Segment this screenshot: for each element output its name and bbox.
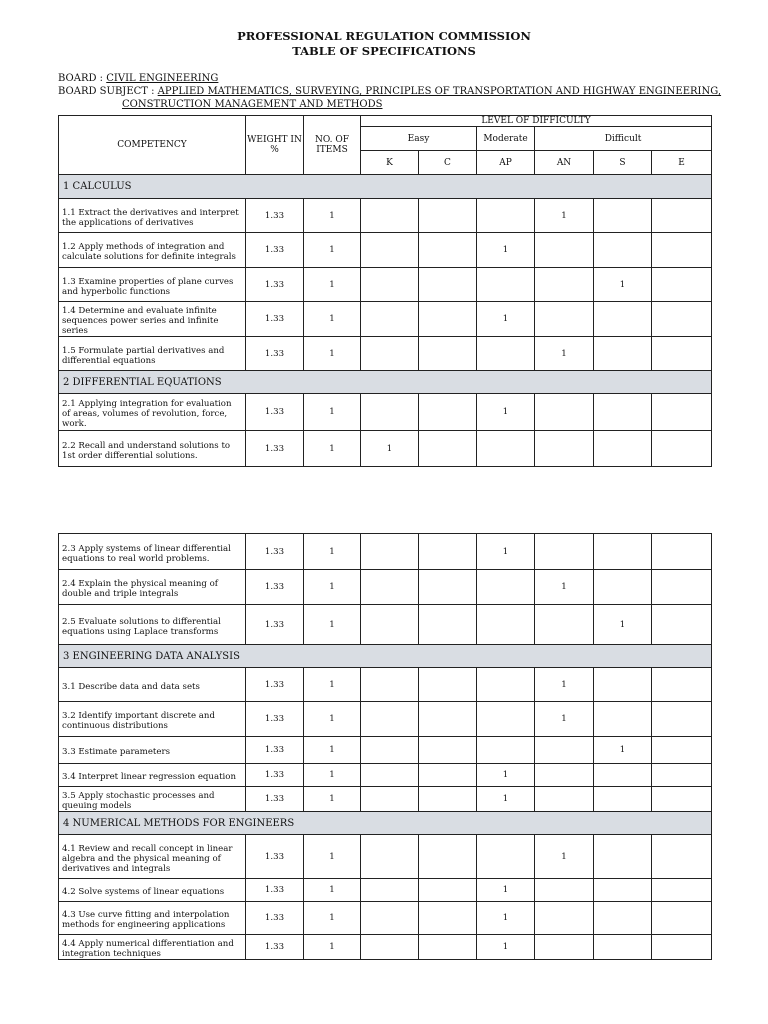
items-cell: 1: [304, 935, 361, 960]
items-cell: 1: [304, 902, 361, 935]
level-c-cell: [419, 233, 477, 268]
competency-cell: 3.5 Apply stochastic processes and queuing models: [59, 787, 246, 812]
level-ap-cell: [477, 668, 535, 702]
header-level-of-difficulty: LEVEL OF DIFFICULTY: [361, 116, 712, 127]
level-an-cell: [535, 737, 594, 764]
competency-row: [59, 764, 712, 787]
level-e-cell: [652, 233, 712, 268]
level-ap-cell: 1: [477, 879, 535, 902]
items-cell: 1: [304, 764, 361, 787]
weight-cell: 1.33: [246, 534, 304, 570]
level-an-cell: 1: [535, 199, 594, 233]
competency-row: [59, 702, 712, 737]
header-level-e: E: [652, 151, 712, 175]
level-e-cell: [652, 902, 712, 935]
level-k-cell: [361, 534, 419, 570]
level-ap-cell: [477, 199, 535, 233]
level-k-cell: [361, 570, 419, 605]
specifications-table-1: [58, 115, 712, 467]
competency-row: [59, 302, 712, 337]
level-an-cell: [535, 902, 594, 935]
level-k-cell: [361, 935, 419, 960]
level-c-cell: [419, 605, 477, 645]
level-s-cell: [594, 879, 652, 902]
items-cell: 1: [304, 879, 361, 902]
level-an-cell: [535, 431, 594, 467]
section-title: 3 ENGINEERING DATA ANALYSIS: [59, 645, 712, 668]
subject-value-line2: CONSTRUCTION MANAGEMENT AND METHODS: [122, 99, 383, 110]
competency-row: [59, 199, 712, 233]
items-cell: 1: [304, 394, 361, 431]
weight-cell: 1.33: [246, 233, 304, 268]
weight-cell: 1.33: [246, 668, 304, 702]
level-k-cell: [361, 668, 419, 702]
weight-cell: 1.33: [246, 605, 304, 645]
specifications-table-2: [58, 533, 712, 960]
weight-cell: 1.33: [246, 394, 304, 431]
level-s-cell: [594, 702, 652, 737]
level-c-cell: [419, 199, 477, 233]
level-s-cell: [594, 835, 652, 879]
competency-cell: 1.3 Examine properties of plane curves and hyperbolic functions: [59, 268, 246, 302]
competency-cell: 2.5 Evaluate solutions to differential equations using Laplace transforms: [59, 605, 246, 645]
level-s-cell: [594, 534, 652, 570]
level-s-cell: [594, 199, 652, 233]
level-an-cell: [535, 302, 594, 337]
level-ap-cell: 1: [477, 902, 535, 935]
level-c-cell: [419, 534, 477, 570]
header-level-s: S: [594, 151, 652, 175]
header-easy: Easy: [361, 127, 477, 151]
section-row: [59, 812, 712, 835]
items-cell: 1: [304, 835, 361, 879]
level-an-cell: [535, 233, 594, 268]
competency-row: [59, 233, 712, 268]
competency-row: [59, 902, 712, 935]
level-s-cell: [594, 394, 652, 431]
level-s-cell: [594, 668, 652, 702]
level-k-cell: [361, 764, 419, 787]
weight-cell: 1.33: [246, 302, 304, 337]
level-an-cell: [535, 787, 594, 812]
level-an-cell: 1: [535, 668, 594, 702]
competency-row: [59, 737, 712, 764]
level-ap-cell: 1: [477, 764, 535, 787]
level-ap-cell: 1: [477, 233, 535, 268]
board-line: [58, 73, 218, 85]
level-an-cell: [535, 268, 594, 302]
level-c-cell: [419, 702, 477, 737]
level-k-cell: [361, 233, 419, 268]
competency-row: [59, 879, 712, 902]
level-e-cell: [652, 935, 712, 960]
level-ap-cell: 1: [477, 394, 535, 431]
items-cell: 1: [304, 570, 361, 605]
level-c-cell: [419, 302, 477, 337]
level-s-cell: [594, 935, 652, 960]
header-items: NO. OF ITEMS: [304, 116, 361, 175]
competency-cell: 3.1 Describe data and data sets: [59, 668, 246, 702]
level-an-cell: [535, 879, 594, 902]
weight-cell: 1.33: [246, 268, 304, 302]
level-c-cell: [419, 337, 477, 371]
weight-cell: 1.33: [246, 337, 304, 371]
level-s-cell: [594, 902, 652, 935]
header-weight: WEIGHT IN %: [246, 116, 304, 175]
level-e-cell: [652, 835, 712, 879]
level-ap-cell: [477, 702, 535, 737]
level-c-cell: [419, 935, 477, 960]
competency-row: [59, 835, 712, 879]
level-s-cell: [594, 570, 652, 605]
level-c-cell: [419, 431, 477, 467]
level-ap-cell: [477, 737, 535, 764]
competency-cell: 2.3 Apply systems of linear differential equations to real world problems.: [59, 534, 246, 570]
competency-cell: 1.4 Determine and evaluate infinite sequences power series and infinite series: [59, 302, 246, 337]
weight-cell: 1.33: [246, 902, 304, 935]
level-c-cell: [419, 879, 477, 902]
level-s-cell: [594, 302, 652, 337]
level-s-cell: [594, 787, 652, 812]
level-k-cell: [361, 394, 419, 431]
level-e-cell: [652, 737, 712, 764]
competency-cell: 4.2 Solve systems of linear equations: [59, 879, 246, 902]
competency-cell: 3.3 Estimate parameters: [59, 737, 246, 764]
items-cell: 1: [304, 199, 361, 233]
weight-cell: 1.33: [246, 935, 304, 960]
level-ap-cell: [477, 570, 535, 605]
items-cell: 1: [304, 737, 361, 764]
document-subtitle: TABLE OF SPECIFICATIONS: [292, 44, 476, 58]
level-e-cell: [652, 268, 712, 302]
section-row: [59, 175, 712, 199]
level-ap-cell: [477, 431, 535, 467]
competency-cell: 2.2 Recall and understand solutions to 1st order differential solutions.: [59, 431, 246, 467]
level-c-cell: [419, 668, 477, 702]
board-label: BOARD :: [58, 73, 104, 84]
section-row: [59, 645, 712, 668]
level-s-cell: [594, 764, 652, 787]
weight-cell: 1.33: [246, 787, 304, 812]
competency-cell: 4.1 Review and recall concept in linear algebra and the physical meaning of derivatives and integrals: [59, 835, 246, 879]
level-k-cell: 1: [361, 431, 419, 467]
level-k-cell: [361, 302, 419, 337]
level-c-cell: [419, 764, 477, 787]
level-e-cell: [652, 570, 712, 605]
competency-cell: 4.3 Use curve fitting and interpolation methods for engineering applications: [59, 902, 246, 935]
level-ap-cell: [477, 337, 535, 371]
weight-cell: 1.33: [246, 835, 304, 879]
items-cell: 1: [304, 787, 361, 812]
level-ap-cell: 1: [477, 302, 535, 337]
level-s-cell: 1: [594, 605, 652, 645]
level-ap-cell: [477, 605, 535, 645]
competency-cell: 1.5 Formulate partial derivatives and differential equations: [59, 337, 246, 371]
subject-label: BOARD SUBJECT :: [58, 86, 155, 97]
competency-cell: 3.2 Identify important discrete and continuous distributions: [59, 702, 246, 737]
level-k-cell: [361, 902, 419, 935]
weight-cell: 1.33: [246, 702, 304, 737]
level-k-cell: [361, 879, 419, 902]
competency-row: [59, 337, 712, 371]
level-ap-cell: 1: [477, 787, 535, 812]
level-k-cell: [361, 787, 419, 812]
level-k-cell: [361, 835, 419, 879]
level-e-cell: [652, 431, 712, 467]
level-c-cell: [419, 787, 477, 812]
level-c-cell: [419, 570, 477, 605]
level-ap-cell: 1: [477, 935, 535, 960]
competency-cell: 1.2 Apply methods of integration and calculate solutions for definite integrals: [59, 233, 246, 268]
level-e-cell: [652, 337, 712, 371]
level-k-cell: [361, 605, 419, 645]
section-row: [59, 371, 712, 394]
level-e-cell: [652, 394, 712, 431]
level-ap-cell: [477, 268, 535, 302]
items-cell: 1: [304, 233, 361, 268]
weight-cell: 1.33: [246, 879, 304, 902]
level-an-cell: 1: [535, 702, 594, 737]
competency-cell: 1.1 Extract the derivatives and interpret the applications of derivatives: [59, 199, 246, 233]
level-s-cell: 1: [594, 268, 652, 302]
weight-cell: 1.33: [246, 764, 304, 787]
competency-cell: 2.4 Explain the physical meaning of double and triple integrals: [59, 570, 246, 605]
level-s-cell: [594, 233, 652, 268]
level-e-cell: [652, 668, 712, 702]
level-c-cell: [419, 737, 477, 764]
level-ap-cell: 1: [477, 534, 535, 570]
level-an-cell: [535, 605, 594, 645]
competency-cell: 4.4 Apply numerical differentiation and integration techniques: [59, 935, 246, 960]
items-cell: 1: [304, 534, 361, 570]
header-level-ap: AP: [477, 151, 535, 175]
level-e-cell: [652, 764, 712, 787]
level-e-cell: [652, 879, 712, 902]
level-k-cell: [361, 199, 419, 233]
header-level-an: AN: [535, 151, 594, 175]
weight-cell: 1.33: [246, 737, 304, 764]
level-an-cell: [535, 534, 594, 570]
weight-cell: 1.33: [246, 570, 304, 605]
items-cell: 1: [304, 431, 361, 467]
level-s-cell: [594, 431, 652, 467]
items-cell: 1: [304, 302, 361, 337]
subject-line: [58, 86, 721, 98]
header-competency: COMPETENCY: [59, 116, 246, 175]
section-title: 4 NUMERICAL METHODS FOR ENGINEERS: [59, 812, 712, 835]
competency-row: [59, 668, 712, 702]
competency-row: [59, 605, 712, 645]
items-cell: 1: [304, 668, 361, 702]
level-an-cell: [535, 764, 594, 787]
board-value: CIVIL ENGINEERING: [106, 73, 219, 84]
header-level-k: K: [361, 151, 419, 175]
level-c-cell: [419, 902, 477, 935]
items-cell: 1: [304, 337, 361, 371]
level-an-cell: 1: [535, 337, 594, 371]
level-c-cell: [419, 394, 477, 431]
weight-cell: 1.33: [246, 199, 304, 233]
level-e-cell: [652, 702, 712, 737]
competency-row: [59, 268, 712, 302]
document-title: PROFESSIONAL REGULATION COMMISSION: [237, 29, 531, 43]
level-e-cell: [652, 605, 712, 645]
level-ap-cell: [477, 835, 535, 879]
level-an-cell: 1: [535, 835, 594, 879]
items-cell: 1: [304, 605, 361, 645]
level-an-cell: [535, 394, 594, 431]
competency-row: [59, 431, 712, 467]
level-an-cell: [535, 935, 594, 960]
level-k-cell: [361, 337, 419, 371]
header-moderate: Moderate: [477, 127, 535, 151]
level-an-cell: 1: [535, 570, 594, 605]
competency-row: [59, 394, 712, 431]
competency-row: [59, 787, 712, 812]
level-k-cell: [361, 702, 419, 737]
section-title: 1 CALCULUS: [59, 175, 712, 199]
competency-cell: 3.4 Interpret linear regression equation: [59, 764, 246, 787]
level-e-cell: [652, 787, 712, 812]
weight-cell: 1.33: [246, 431, 304, 467]
header-level-c: C: [419, 151, 477, 175]
competency-row: [59, 534, 712, 570]
level-e-cell: [652, 534, 712, 570]
level-e-cell: [652, 302, 712, 337]
competency-cell: 2.1 Applying integration for evaluation of areas, volumes of revolution, force, work.: [59, 394, 246, 431]
subject-value-line1: APPLIED MATHEMATICS, SURVEYING, PRINCIPLES OF TRANSPORTATION AND HIGHWAY ENGINEERING,: [157, 86, 722, 97]
items-cell: 1: [304, 268, 361, 302]
section-title: 2 DIFFERENTIAL EQUATIONS: [59, 371, 712, 394]
header-difficult: Difficult: [535, 127, 712, 151]
level-s-cell: 1: [594, 737, 652, 764]
level-s-cell: [594, 337, 652, 371]
subject-line-2: [122, 99, 383, 111]
level-c-cell: [419, 268, 477, 302]
level-k-cell: [361, 737, 419, 764]
competency-row: [59, 935, 712, 960]
level-e-cell: [652, 199, 712, 233]
competency-row: [59, 570, 712, 605]
level-k-cell: [361, 268, 419, 302]
items-cell: 1: [304, 702, 361, 737]
level-c-cell: [419, 835, 477, 879]
